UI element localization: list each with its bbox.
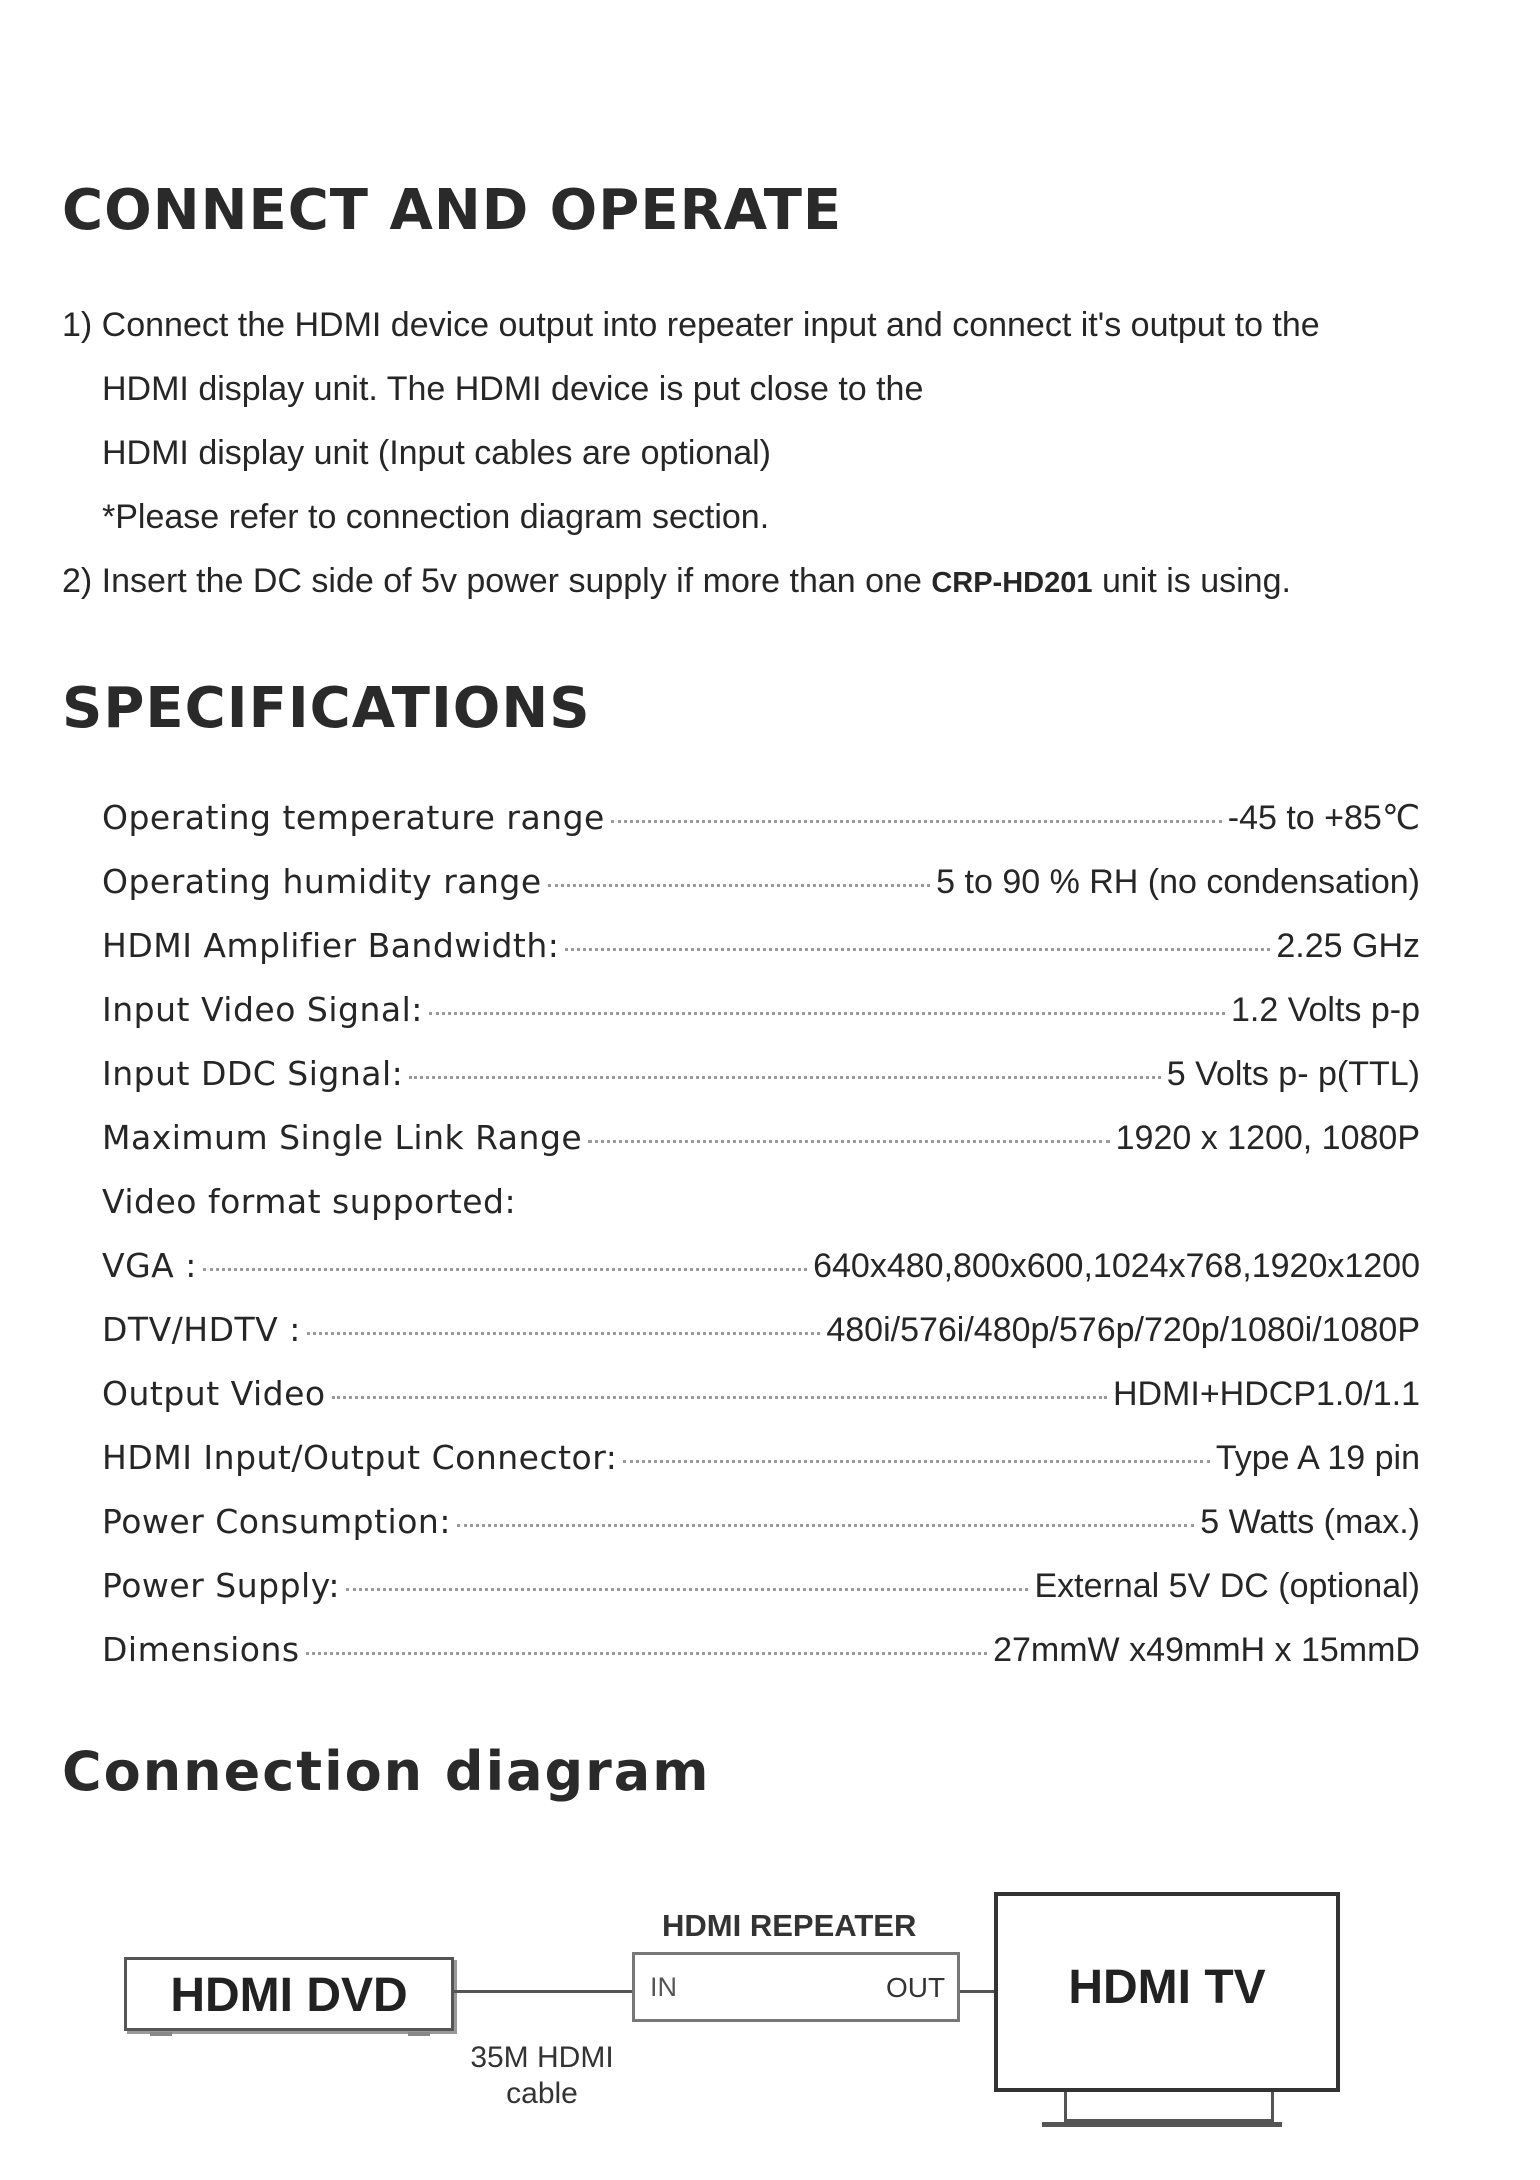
tv-stand bbox=[1064, 2092, 1274, 2122]
connection-diagram bbox=[0, 1880, 1540, 2180]
cable-repeater-to-tv bbox=[960, 1990, 996, 1993]
spec-label: Output Video bbox=[102, 1374, 326, 1413]
spec-row bbox=[102, 1246, 1420, 1310]
spec-leader-dots bbox=[346, 1588, 1029, 1591]
spec-row bbox=[102, 1566, 1420, 1630]
instruction-line-5-start: 2) Insert the DC side of 5v power supply if more than one bbox=[62, 562, 932, 600]
spec-row bbox=[102, 1630, 1420, 1694]
spec-row bbox=[102, 1182, 1420, 1246]
spec-leader-dots bbox=[429, 1012, 1225, 1015]
cable-label-line-1: 35M HDMI bbox=[470, 2041, 614, 2074]
spec-label: Input Video Signal: bbox=[102, 990, 423, 1029]
spec-label: Input DDC Signal: bbox=[102, 1054, 404, 1093]
spec-value: 5 to 90 % RH (no condensation) bbox=[936, 863, 1420, 901]
spec-label: Dimensions bbox=[102, 1630, 300, 1669]
hdmi-dvd-box bbox=[124, 1957, 454, 2031]
spec-label: Maximum Single Link Range bbox=[102, 1118, 583, 1157]
spec-leader-dots bbox=[306, 1652, 987, 1655]
instruction-line-2: HDMI display unit. The HDMI device is put close to the bbox=[102, 370, 924, 408]
spec-value: Type A 19 pin bbox=[1215, 1439, 1420, 1477]
instruction-line-5 bbox=[62, 562, 1291, 601]
spec-leader-dots bbox=[588, 1140, 1109, 1143]
spec-leader-dots bbox=[203, 1268, 807, 1271]
spec-leader-dots bbox=[565, 948, 1270, 951]
spec-value: HDMI+HDCP1.0/1.1 bbox=[1112, 1375, 1420, 1413]
spec-row bbox=[102, 1502, 1420, 1566]
spec-value: External 5V DC (optional) bbox=[1034, 1567, 1420, 1605]
spec-value: 27mmW x49mmH x 15mmD bbox=[993, 1631, 1420, 1669]
spec-value: 480i/576i/480p/576p/720p/1080i/1080P bbox=[826, 1311, 1420, 1349]
spec-row bbox=[102, 1118, 1420, 1182]
specifications-heading: SPECIFICATIONS bbox=[62, 676, 591, 741]
spec-label: DTV/HDTV : bbox=[102, 1310, 301, 1349]
spec-row bbox=[102, 1374, 1420, 1438]
spec-leader-dots bbox=[457, 1524, 1194, 1527]
dvd-feet bbox=[150, 2032, 430, 2036]
spec-row bbox=[102, 862, 1420, 926]
spec-leader-dots bbox=[307, 1332, 821, 1335]
connect-operate-heading: CONNECT AND OPERATE bbox=[62, 178, 843, 243]
spec-value: 1.2 Volts p-p bbox=[1230, 991, 1420, 1029]
connection-diagram-heading: Connection diagram bbox=[62, 1740, 711, 1803]
spec-leader-dots bbox=[548, 884, 931, 887]
spec-value: 5 Volts p- p(TTL) bbox=[1166, 1055, 1420, 1093]
repeater-out-port: OUT bbox=[886, 1972, 946, 2003]
model-number: CRP-HD201 bbox=[931, 567, 1093, 599]
spec-value: 2.25 GHz bbox=[1276, 927, 1420, 965]
spec-row bbox=[102, 990, 1420, 1054]
cable-dvd-to-repeater bbox=[454, 1990, 634, 1993]
spec-leader-dots bbox=[409, 1076, 1161, 1079]
spec-row bbox=[102, 1438, 1420, 1502]
spec-label: Power Consumption: bbox=[102, 1502, 451, 1541]
tv-base bbox=[1042, 2122, 1282, 2127]
spec-value: 5 Watts (max.) bbox=[1200, 1503, 1420, 1541]
instruction-line-4: *Please refer to connection diagram section. bbox=[102, 498, 770, 536]
cable-label bbox=[462, 2040, 622, 2112]
spec-value: 640x480,800x600,1024x768,1920x1200 bbox=[813, 1247, 1420, 1285]
spec-label: HDMI Amplifier Bandwidth: bbox=[102, 926, 560, 965]
spec-label: Video format supported: bbox=[102, 1182, 517, 1221]
spec-row bbox=[102, 926, 1420, 990]
instruction-line-3: HDMI display unit (Input cables are optional) bbox=[102, 434, 771, 472]
cable-label-line-2: cable bbox=[506, 2077, 578, 2110]
hdmi-tv-box bbox=[994, 1892, 1340, 2092]
hdmi-dvd-label: HDMI DVD bbox=[170, 1969, 408, 2022]
spec-row bbox=[102, 1054, 1420, 1118]
instruction-line-5-end: unit is using. bbox=[1092, 562, 1291, 600]
repeater-title: HDMI REPEATER bbox=[662, 1908, 917, 1943]
spec-leader-dots bbox=[332, 1396, 1107, 1399]
specifications-list bbox=[102, 798, 1420, 1694]
spec-label: Operating humidity range bbox=[102, 862, 542, 901]
spec-leader-dots bbox=[611, 820, 1222, 823]
spec-label: HDMI Input/Output Connector: bbox=[102, 1438, 618, 1477]
repeater-in-port: IN bbox=[650, 1972, 677, 2002]
spec-leader-dots bbox=[623, 1460, 1209, 1463]
spec-row bbox=[102, 798, 1420, 862]
hdmi-tv-label: HDMI TV bbox=[1068, 1961, 1266, 2014]
spec-label: Operating temperature range bbox=[102, 798, 605, 837]
spec-row bbox=[102, 1310, 1420, 1374]
instruction-line-1: 1) Connect the HDMI device output into repeater input and connect it's output to the bbox=[62, 306, 1320, 344]
spec-label: VGA : bbox=[102, 1246, 197, 1285]
spec-value: 1920 x 1200, 1080P bbox=[1115, 1119, 1420, 1157]
spec-value: -45 to +85℃ bbox=[1227, 799, 1420, 837]
spec-label: Power Supply: bbox=[102, 1566, 340, 1605]
